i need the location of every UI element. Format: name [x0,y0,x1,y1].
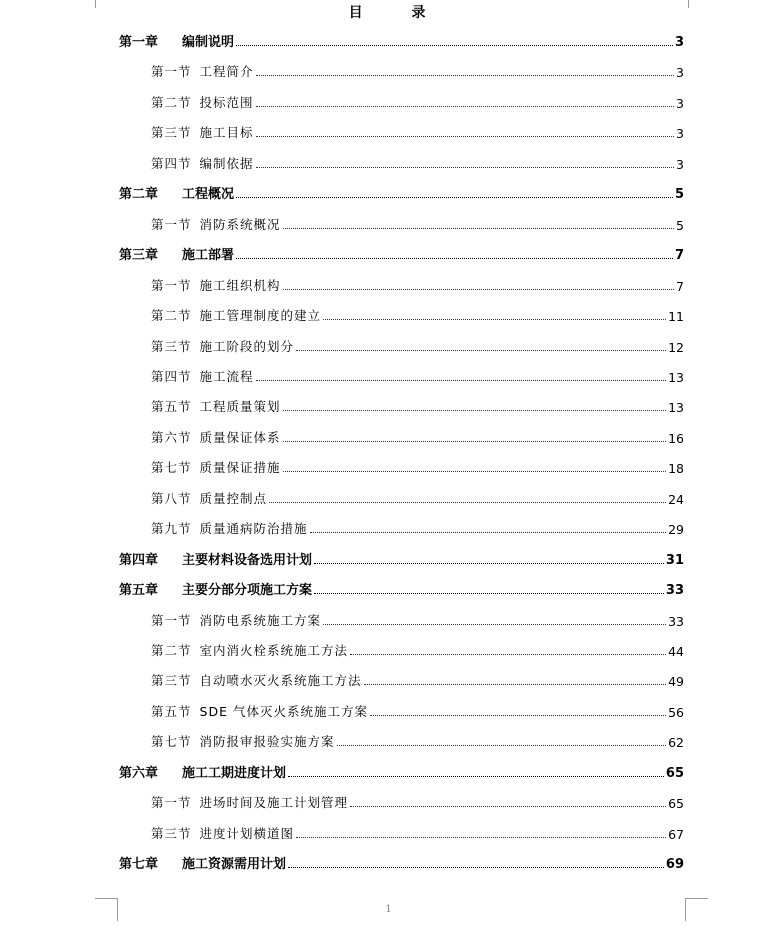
toc-entry-text: 编制依据 [199,155,254,171]
toc-entry-text: 消防报审报验实施方案 [199,734,335,750]
toc-dot-leader [283,410,667,411]
toc-entry-label [151,367,254,385]
toc-entry-label [151,732,335,750]
toc-entry-number: 第七章 [119,857,159,873]
toc-entry-page: 11 [668,309,684,325]
toc-dot-leader [310,532,667,533]
toc-dot-leader [323,319,666,320]
toc-dot-leader [236,197,673,198]
toc-section-entry[interactable] [151,671,684,689]
toc-chapter-entry[interactable] [119,32,684,50]
toc-entry-label [119,244,234,263]
toc-entry-number: 第九节 [151,521,192,537]
toc-entry-label [119,183,234,202]
toc-entry-page: 44 [668,644,684,659]
toc-entry-page: 16 [668,430,684,446]
toc-entry-text: 进度计划横道图 [199,825,295,841]
toc-entry-number: 第一章 [119,35,159,50]
toc-dot-leader [323,624,666,625]
toc-entry-text: 消防电系统施工方案 [199,612,322,628]
toc-entry-page: 65 [665,765,684,781]
toc-entry-text: 质量通病防治措施 [199,521,308,537]
toc-entry-label [151,611,321,629]
toc-entry-label [151,123,254,141]
toc-section-entry[interactable] [151,428,684,446]
toc-entry-page: 33 [665,583,684,599]
toc-section-entry[interactable] [151,62,684,80]
toc-section-entry[interactable] [151,397,684,415]
toc-dot-leader [269,502,666,503]
toc-dot-leader [283,289,675,290]
toc-entry-text: 施工部署 [182,248,235,264]
toc-entry-page: 3 [676,126,684,142]
toc-entry-page: 7 [674,248,684,264]
toc-entry-label [119,579,312,598]
toc-entry-page: 67 [668,826,684,842]
toc-entry-number: 第一节 [151,795,192,811]
toc-entry-number: 第一节 [151,64,192,80]
toc-entry-text: 施工目标 [199,125,254,141]
toc-dot-leader [350,806,666,807]
toc-dot-leader [256,106,675,107]
toc-entry-page: 56 [668,704,684,720]
toc-dot-leader [288,867,664,868]
toc-section-entry[interactable] [151,519,684,537]
toc-entry-page: 65 [668,796,684,812]
toc-entry-number: 第一节 [151,277,192,293]
toc-entry-text: SDE 气体灭火系统施工方案 [199,703,368,719]
toc-dot-leader [283,228,675,229]
toc-entry-text: 工程简介 [199,64,254,80]
toc-entry-page: 18 [668,461,684,477]
toc-entry-text: 室内消火栓系统施工方法 [199,643,349,658]
toc-dot-leader [256,136,675,137]
toc-entry-label [151,489,267,507]
toc-section-entry[interactable] [151,793,684,811]
toc-dot-leader [314,593,664,594]
toc-entry-page: 7 [676,278,684,294]
toc-entry-page: 62 [668,735,684,751]
toc-dot-leader [288,776,664,777]
toc-entry-label [151,641,348,659]
toc-dot-leader [283,441,667,442]
toc-entry-text: 质量保证体系 [199,429,281,445]
toc-dot-leader [296,837,666,838]
toc-title-char-1: 目 [348,5,366,21]
toc-entry-number: 第三节 [151,338,192,354]
toc-entry-label [151,671,362,689]
toc-title-char-2: 录 [411,5,429,21]
toc-chapter-entry[interactable] [119,184,684,202]
toc-entry-number: 第四节 [151,368,192,384]
toc-section-entry[interactable] [151,276,684,294]
toc-entry-text: 主要材料设备选用计划 [182,552,313,568]
toc-dot-leader [350,654,666,655]
toc-entry-label [119,31,234,50]
toc-section-entry[interactable] [151,641,684,659]
toc-entry-label [151,428,281,446]
toc-entry-number: 第二章 [119,187,159,203]
toc-entry-text: 主要分部分项施工方案 [182,583,313,599]
toc-section-entry[interactable] [151,489,684,507]
toc-entry-text: 质量控制点 [199,490,268,506]
toc-entry-label [151,793,348,811]
toc-dot-leader [236,45,673,46]
toc-dot-leader [370,715,666,716]
toc-section-entry[interactable] [151,611,684,629]
toc-title [0,2,777,22]
toc-entry-number: 第三节 [151,673,192,689]
toc-entry-page: 31 [665,552,684,568]
toc-chapter-entry[interactable] [119,550,684,568]
toc-entry-page: 3 [676,65,684,81]
toc-entry-number: 第二节 [151,643,192,658]
toc-entry-label [151,215,281,233]
toc-entry-page: 3 [674,35,684,50]
toc-entry-page: 69 [665,857,684,873]
toc-chapter-entry[interactable] [119,580,684,598]
toc-entry-number: 第三节 [151,825,192,841]
toc-entry-number: 第四节 [151,155,192,171]
toc-dot-leader [256,75,675,76]
toc-entry-text: 质量保证措施 [199,460,281,476]
toc-entry-number: 第四章 [119,552,159,568]
toc-entry-number: 第七节 [151,460,192,476]
toc-entry-label [151,62,254,80]
toc-entry-page: 13 [668,369,684,385]
toc-chapter-entry[interactable] [119,763,684,781]
toc-entry-page: 5 [674,187,684,203]
toc-entry-number: 第五节 [151,399,192,415]
toc-entry-number: 第六节 [151,429,192,445]
toc-entry-text: 编制说明 [182,35,235,50]
toc-section-entry[interactable] [151,123,684,141]
toc-dot-leader [236,258,673,259]
toc-entry-text: 工程质量策划 [199,399,281,415]
toc-entry-number: 第一节 [151,216,192,232]
toc-section-entry[interactable] [151,824,684,842]
toc-entry-text: 消防系统概况 [199,216,281,232]
toc-entry-text: 施工管理制度的建立 [199,308,322,324]
toc-dot-leader [283,471,667,472]
toc-entry-text: 施工资源需用计划 [182,857,287,873]
toc-section-entry[interactable] [151,306,684,324]
toc-entry-page: 49 [668,674,684,690]
toc-entry-label [151,337,294,355]
toc-entry-text: 工程概况 [182,187,235,203]
toc-entry-label [151,397,281,415]
toc-section-entry[interactable] [151,732,684,750]
toc-dot-leader [364,684,667,685]
toc-section-entry[interactable] [151,337,684,355]
toc-entry-number: 第七节 [151,734,192,750]
toc-entry-page: 5 [676,217,684,233]
toc-entry-label [151,93,254,111]
toc-entry-page: 29 [668,522,684,538]
toc-section-entry[interactable] [151,215,684,233]
toc-entry-text: 施工流程 [199,368,254,384]
toc-entry-page: 12 [668,339,684,355]
toc-section-entry[interactable] [151,458,684,476]
toc-section-entry[interactable] [151,154,684,172]
toc-entry-text: 进场时间及施工计划管理 [199,795,349,811]
toc-dot-leader [296,350,666,351]
toc-entry-text: 投标范围 [199,94,254,110]
toc-entry-text: 施工工期进度计划 [182,765,287,781]
toc-chapter-entry[interactable] [119,245,684,263]
toc-entry-label [119,549,312,568]
toc-entry-page: 33 [668,613,684,629]
toc-entry-number: 第五节 [151,703,192,719]
toc-entry-number: 第三章 [119,248,159,264]
toc-entry-number: 第一节 [151,612,192,628]
toc-entry-page: 3 [676,95,684,111]
toc-entry-number: 第五章 [119,583,159,599]
toc-section-entry[interactable] [151,367,684,385]
toc-entry-label [151,702,368,720]
toc-entry-number: 第二节 [151,308,192,324]
toc-entry-label [151,306,321,324]
toc-entry-number: 第六章 [119,765,159,781]
toc-dot-leader [256,380,667,381]
toc-entry-number: 第三节 [151,125,192,141]
toc-entry-label [151,519,308,537]
toc-section-entry[interactable] [151,702,684,720]
toc-entry-text: 自动喷水灭火系统施工方法 [199,673,362,689]
toc-entry-page: 24 [668,491,684,507]
toc-entry-label [151,824,294,842]
toc-dot-leader [314,563,664,564]
toc-entry-page: 13 [668,400,684,416]
toc-entry-text: 施工阶段的划分 [199,338,295,354]
toc-entry-label [151,154,254,172]
toc-entry-page: 3 [676,156,684,172]
toc-dot-leader [256,167,675,168]
toc-entry-label [119,762,286,781]
toc-entry-label [151,276,281,294]
toc-dot-leader [337,745,667,746]
toc-entry-number: 第二节 [151,94,192,110]
toc-entry-label [151,458,281,476]
toc-section-entry[interactable] [151,93,684,111]
toc-entry-label [119,853,286,872]
toc-entry-text: 施工组织机构 [199,277,281,293]
toc-entry-number: 第八节 [151,490,192,506]
page-number: 1 [385,904,392,915]
toc-chapter-entry[interactable] [119,854,684,872]
